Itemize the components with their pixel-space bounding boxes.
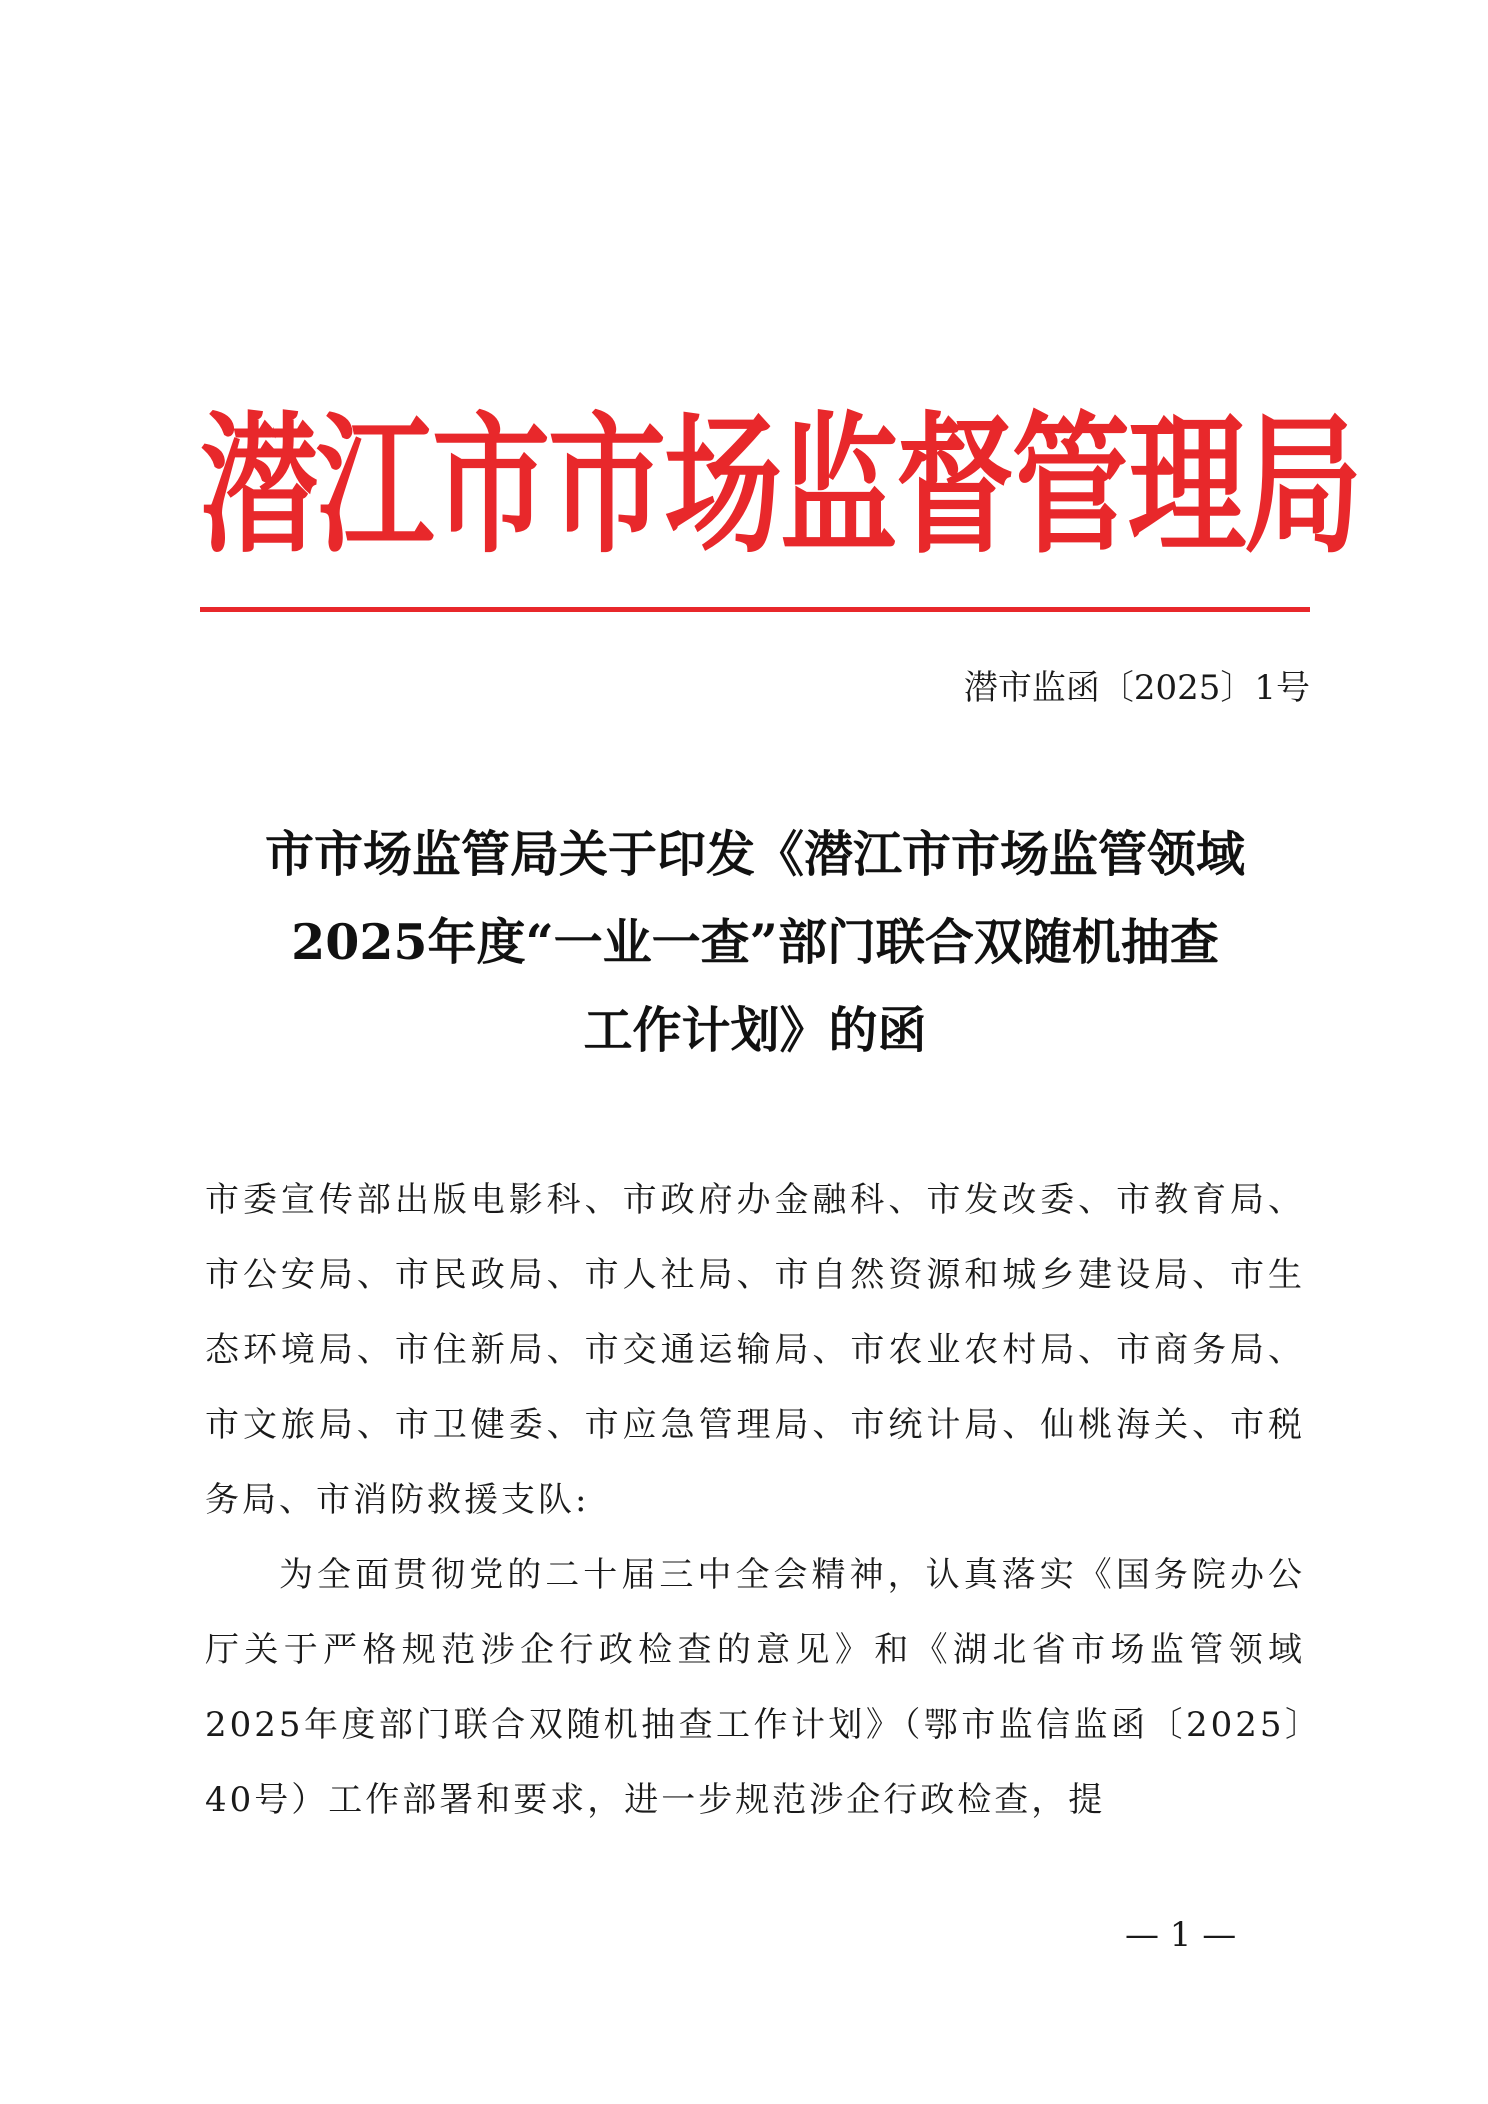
document-title — [200, 810, 1310, 1074]
addressee-list: 市委宣传部出版电影科、市政府办金融科、市发改委、市教育局、市公安局、市民政局、市人社局、市自然资源和城乡建设局、市生态环境局、市住新局、市交通运输局、市农业农村局、市商务局、市文旅局、市卫健委、市应急管理局、市统计局、仙桃海关、市税务局、市消防救援支队: — [205, 1180, 1305, 1520]
title-line-3: 工作计划》的函 — [583, 1001, 927, 1059]
red-divider-line — [200, 607, 1310, 612]
page-number: — 1 — — [1125, 1915, 1237, 1955]
body-paragraph: 为全面贯彻党的二十届三中全会精神，认真落实《国务院办公厅关于严格规范涉企行政检查的意见》和《湖北省市场监管领域2025年度部门联合双随机抽查工作计划》（鄂市监信监函〔2025〕40号）工作部署和要求，进一步规范涉企行政检查，提 — [205, 1555, 1305, 1820]
document-body — [205, 1163, 1305, 1838]
title-line-2: 2025年度“一业一查”部门联合双随机抽查 — [291, 913, 1219, 971]
title-line-1: 市市场监管局关于印发《潜江市市场监管领域 — [264, 825, 1245, 883]
issuer-masthead: 潜江市市场监督管理局 — [200, 397, 1361, 574]
document-number: 潜市监函〔2025〕1号 — [963, 668, 1310, 708]
